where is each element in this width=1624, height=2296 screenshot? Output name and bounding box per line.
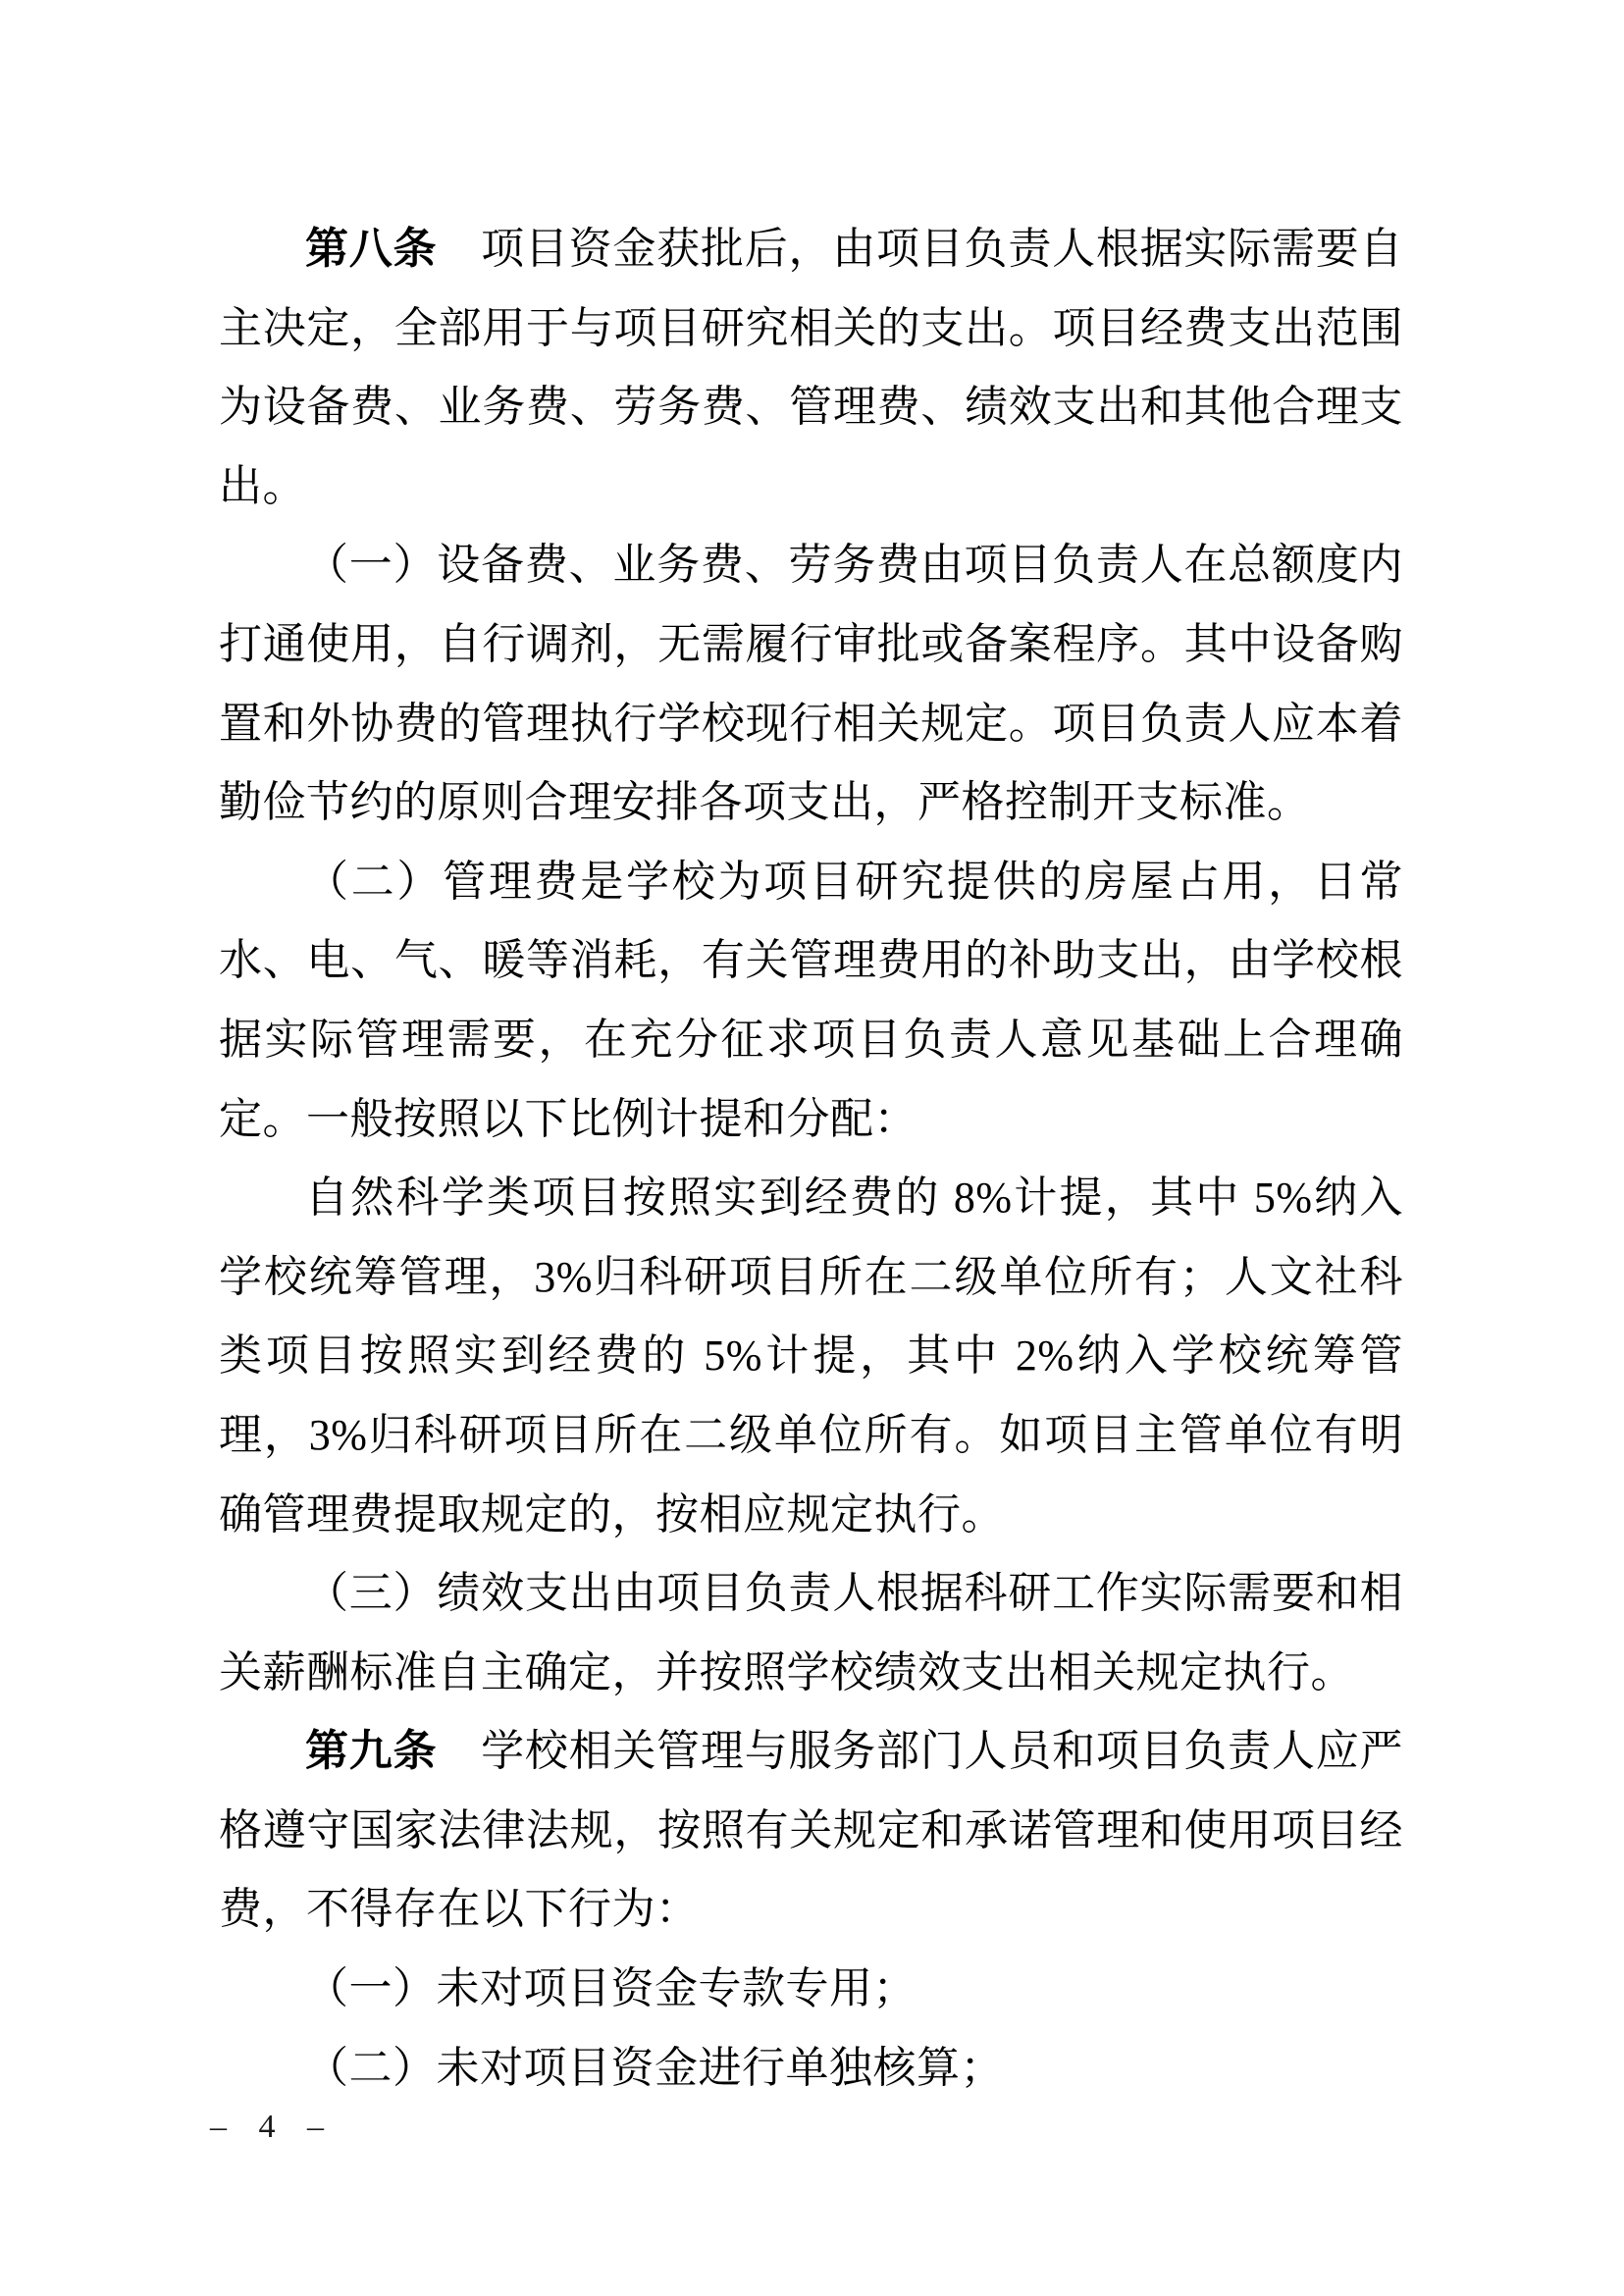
paragraph-article-8-text: 项目资金获批后，由项目负责人根据实际需要自主决定，全部用于与项目研究相关的支出。项目经费支出范围为设备费、业务费、劳务费、管理费、绩效支出和其他合理支出。: [219, 225, 1403, 510]
article-9-number: 第九条: [305, 1727, 438, 1776]
text-block: [219, 210, 1403, 2108]
paragraph-item-2-management-fee: [219, 843, 1403, 1159]
paragraph-prohibited-item-1-text: （一）未对项目资金专款专用；: [305, 1964, 917, 2013]
paragraph-fee-ratios-text: 自然科学类项目按照实到经费的 8%计提，其中 5%纳入学校统筹管理，3%归科研项目所在二级单位所有；人文社科类项目按照实到经费的 5%计提，其中 2%纳入学校统筹管理，3%归科研项目所在二级单位所有。如项目主管单位有明确管理费提取规定的，按相应规定执行。: [219, 1174, 1403, 1539]
page-number: – 4 –: [210, 2109, 336, 2145]
paragraph-item-2-text: （二）管理费是学校为项目研究提供的房屋占用，日常水、电、气、暖等消耗，有关管理费用的补助支出，由学校根据实际管理需要，在充分征求项目负责人意见基础上合理确定。一般按照以下比例计提和分配：: [219, 857, 1403, 1143]
paragraph-article-9: [219, 1712, 1403, 1950]
paragraph-article-9-text: 学校相关管理与服务部门人员和项目负责人应严格遵守国家法律法规，按照有关规定和承诺管理和使用项目经费，不得存在以下行为：: [219, 1727, 1403, 1934]
paragraph-item-3-performance: [219, 1554, 1403, 1712]
paragraph-fee-ratios: [219, 1159, 1403, 1554]
paragraph-prohibited-item-1: [219, 1950, 1403, 2029]
paragraph-item-1-equipment: [219, 526, 1403, 842]
paragraph-item-1-text: （一）设备费、业务费、劳务费由项目负责人在总额度内打通使用，自行调剂，无需履行审批或备案程序。其中设备购置和外协费的管理执行学校现行相关规定。项目负责人应本着勤俭节约的原则合理安排各项支出，严格控制开支标准。: [219, 541, 1403, 827]
article-8-number: 第八条: [305, 225, 438, 273]
paragraph-article-8: [219, 210, 1403, 526]
paragraph-prohibited-item-2-text: （二）未对项目资金进行单独核算；: [305, 2043, 1004, 2092]
paragraph-item-3-text: （三）绩效支出由项目负责人根据科研工作实际需要和相关薪酬标准自主确定，并按照学校绩效支出相关规定执行。: [219, 1569, 1403, 1696]
paragraph-prohibited-item-2: [219, 2029, 1403, 2109]
